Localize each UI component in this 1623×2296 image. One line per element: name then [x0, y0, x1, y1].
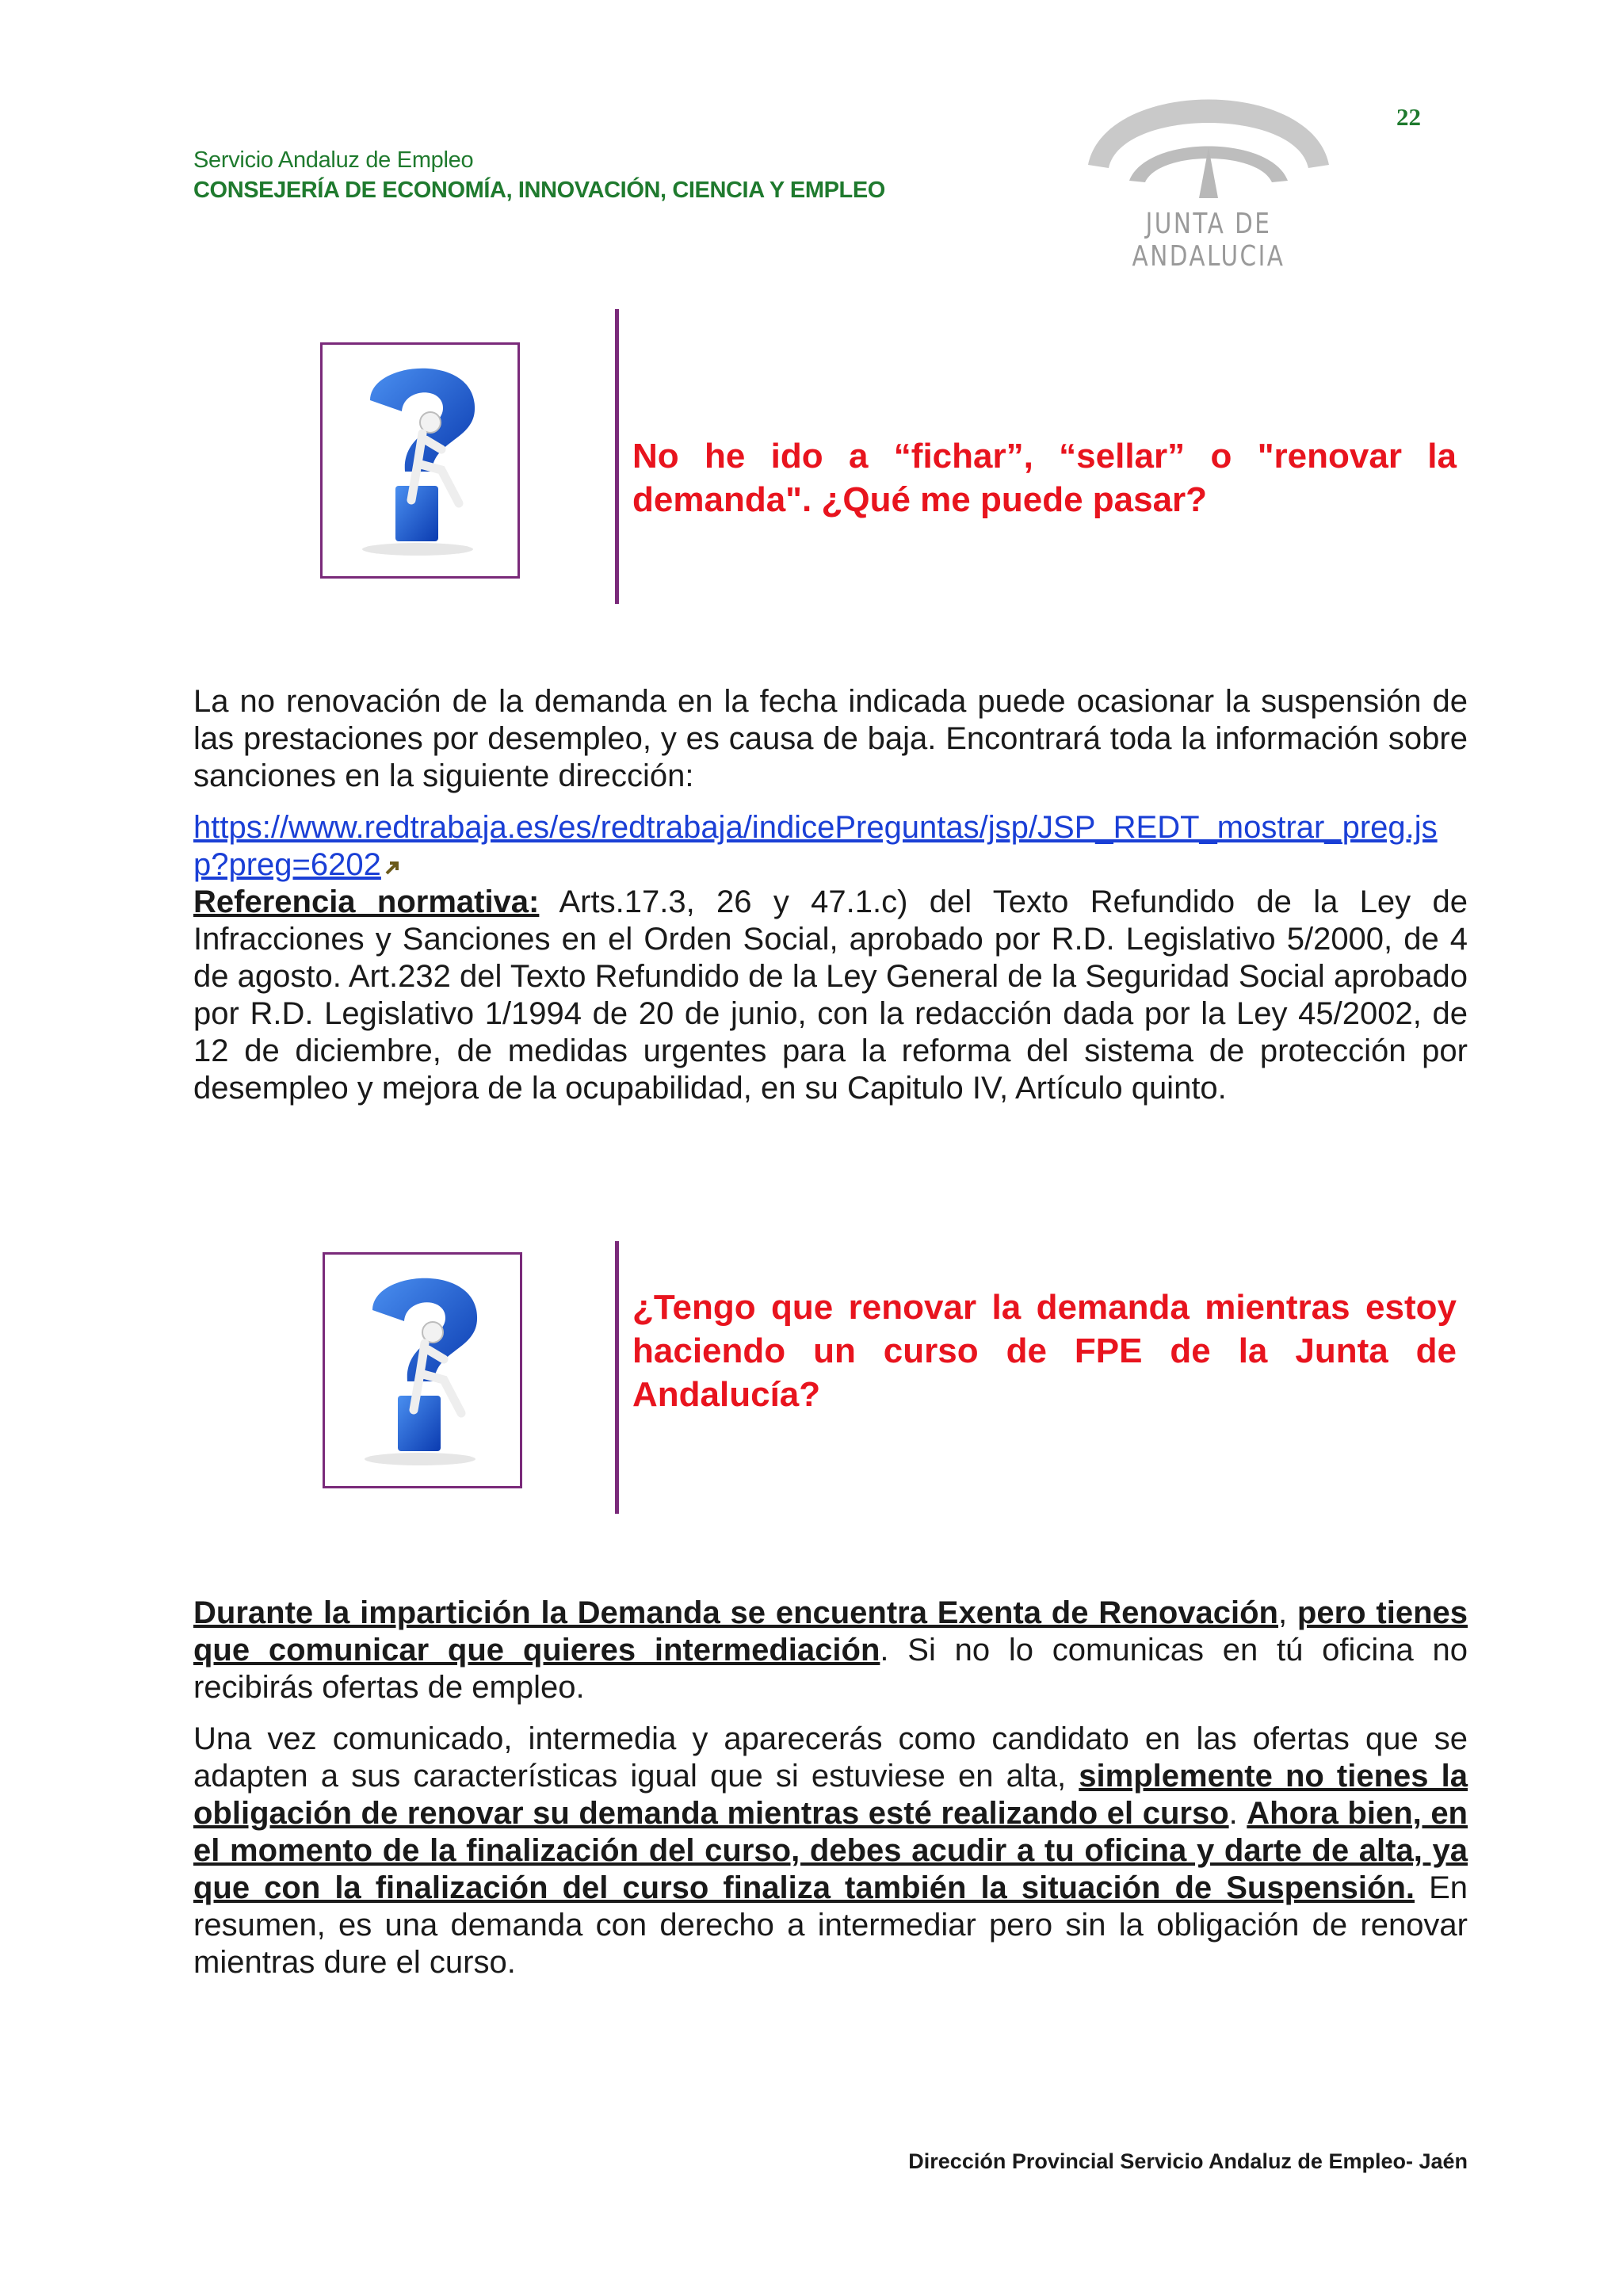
section1-body — [193, 683, 1468, 1107]
question-icon-frame — [323, 1252, 522, 1488]
section2-body — [193, 1595, 1468, 1981]
communication-rest: En resumen, es una demanda con derecho a intermediar pero sin la obligación de renovar mientras dure el curso. — [193, 1870, 1468, 1980]
question-mark-figure-icon — [323, 345, 517, 576]
communication-bold-2: Ahora bien, en el momento de la finalización del curso, debes acudir a tu oficina y darte de alta, ya que con la finalización del curso finaliza también la situación de Suspensión. — [193, 1796, 1468, 1905]
url-paragraph — [193, 809, 1468, 884]
header-department: CONSEJERÍA DE ECONOMÍA, INNOVACIÓN, CIENCIA Y EMPLEO — [193, 178, 885, 203]
reference-label: Referencia normativa: — [193, 884, 540, 919]
exemption-bold-2: pero tienes que comunicar que quieres intermediación — [193, 1595, 1468, 1668]
communication-bold-1: simplemente no tienes la obligación de renovar su demanda mientras esté realizando el curso — [193, 1759, 1468, 1831]
exemption-paragraph — [193, 1595, 1468, 1706]
page-footer: Dirección Provincial Servicio Andaluz de Empleo- Jaén — [908, 2149, 1468, 2173]
page-number: 22 — [1396, 103, 1421, 131]
question-icon-frame — [320, 342, 520, 579]
separator: , — [1277, 1595, 1297, 1630]
header-organization: Servicio Andaluz de Empleo — [193, 147, 474, 173]
external-link-arrow-icon[interactable] — [384, 848, 401, 865]
question-title-2: ¿Tengo que renovar la demanda mientras estoy haciendo un curso de FPE de la Junta de Andalucía? — [632, 1288, 1457, 1414]
communication-paragraph — [193, 1721, 1468, 1981]
section-divider — [615, 309, 619, 604]
separator: . — [1228, 1796, 1247, 1831]
reference-text: Arts.17.3, 26 y 47.1.c) del Texto Refundido de la Ley de Infracciones y Sanciones en el Orden Social, aprobado por R.D. Legislativo 5/2000, de 4 de agosto. Art.232 del Texto Refundido de la Ley General de la Seguridad Social aprobado por R.D. Legislativo 1/1994 de 20 de junio, con la redacción dada por la Ley 45/2002, de 12 de diciembre, de medidas urgentes para la reforma del sistema de protección por desempleo y mejora de la ocupabilidad, en su Capitulo IV, Artículo quinto. — [193, 884, 1468, 1106]
logo-text: JUNTA DE ANDALUCIA — [1132, 208, 1285, 273]
intro-paragraph: La no renovación de la demanda en la fecha indicada puede ocasionar la suspensión de las prestaciones por desempleo, y es causa de baja. Encontrará toda la información sobre sanciones en la siguiente dirección: — [193, 684, 1468, 793]
question-title-1: No he ido a “fichar”, “sellar” o "renovar la demanda". ¿Qué me puede pasar? — [632, 437, 1457, 519]
exemption-rest: . Si no lo comunicas en tú oficina no recibirás ofertas de empleo. — [193, 1633, 1468, 1705]
communication-start: Una vez comunicado, intermedia y aparecerás como candidato en las ofertas que se adapten a sus características igual que si estuviese en alta, — [193, 1721, 1468, 1794]
reference-paragraph — [193, 884, 1468, 1107]
junta-de-andalucia-logo — [1074, 62, 1343, 273]
exemption-bold-1: Durante la impartición la Demanda se encuentra Exenta de Renovación — [193, 1595, 1278, 1630]
section-divider — [615, 1241, 619, 1514]
question-mark-figure-icon — [325, 1255, 520, 1486]
sanctions-info-link[interactable]: https://www.redtrabaja.es/es/redtrabaja/indicePreguntas/jsp/JSP_REDT_mostrar_preg.jsp?preg=6202 — [193, 810, 1438, 882]
